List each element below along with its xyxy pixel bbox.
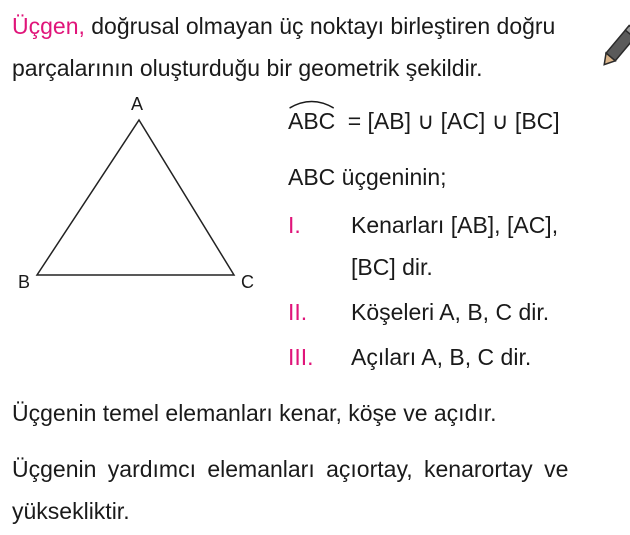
paragraph-1: Üçgenin temel elemanları kenar, köşe ve açıdır.	[12, 400, 497, 426]
intro-line-1-rest: doğrusal olmayan üç noktayı birleştiren doğru	[91, 13, 556, 39]
formula-lhs	[288, 107, 335, 135]
paragraph-2-line-1: Üçgenin yardımcı elemanları açıortay, kenarortay ve	[12, 456, 569, 482]
list-item-1-line-2: [BC] dir.	[351, 254, 433, 280]
vertex-label-c: C	[241, 272, 254, 292]
triangle-shape	[0, 95, 260, 295]
list-numeral-3: III.	[288, 344, 314, 370]
list-numeral-2: II.	[288, 299, 308, 325]
pencil-icon	[602, 22, 630, 72]
formula-lhs-text: ABC	[288, 108, 336, 134]
intro-line-1	[12, 12, 555, 40]
formula-rhs: = [AB] ∪ [AC] ∪ [BC]	[347, 108, 560, 134]
list-heading: ABC üçgeninin;	[288, 164, 447, 190]
list-item-2-line-1: Köşeleri A, B, C dir.	[351, 299, 550, 325]
list-item-1-line-1: Kenarları [AB], [AC],	[351, 212, 559, 238]
intro-highlight: Üçgen,	[12, 13, 85, 39]
vertex-label-b: B	[18, 272, 31, 292]
vertex-label-a: A	[131, 94, 144, 114]
list-numeral-1: I.	[288, 212, 301, 238]
paragraph-2-line-2: yüksekliktir.	[12, 498, 130, 524]
formula	[288, 107, 560, 135]
overarc-icon	[288, 97, 335, 109]
intro-line-2: parçalarının oluşturduğu bir geometrik şekildir.	[12, 55, 483, 81]
list-item-3-line-1: Açıları A, B, C dir.	[351, 344, 532, 370]
